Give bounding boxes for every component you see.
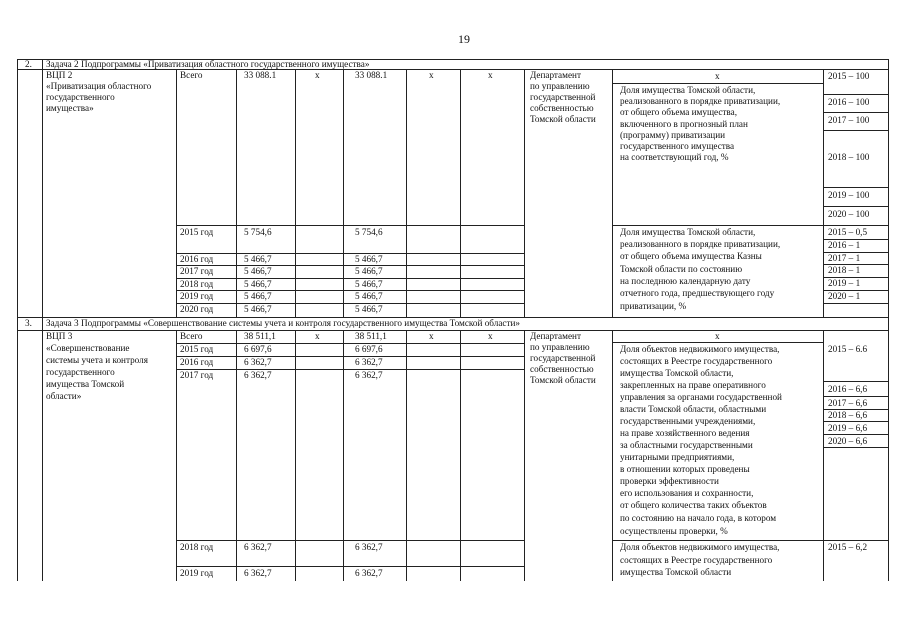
dept-line: государственной	[530, 353, 596, 363]
indicator-line: по состоянию на начало года, в котором	[620, 513, 777, 523]
target-value: 2020 – 6,6	[828, 436, 868, 446]
indicator-line: за областными государственными	[620, 440, 753, 450]
year-label: 2015 год	[180, 227, 214, 237]
year-value: 6 362,7	[244, 568, 272, 578]
indicator-x: х	[715, 71, 720, 81]
target-value: 2015 – 0,5	[828, 227, 868, 237]
target-value: 2020 – 1	[828, 291, 861, 301]
total-label: Всего	[180, 70, 203, 80]
target-value: 2016 – 100	[828, 97, 870, 107]
page-number: 19	[458, 32, 470, 46]
indicator-line: Доля объектов недвижимого имущества,	[620, 344, 780, 354]
program-name-line: ВЦП 2	[46, 70, 73, 80]
year-value: 5 754,6	[244, 227, 272, 237]
dept-line: собственностью	[530, 364, 594, 374]
dept-line: государственной	[530, 92, 596, 102]
indicator-line: реализованного в порядке приватизации,	[620, 96, 781, 106]
table-line	[823, 94, 888, 95]
indicator-line: отчетного года, предшествующего году	[620, 288, 775, 298]
total-value: 38 511,1	[355, 331, 387, 341]
table-line	[176, 265, 524, 266]
table-line	[176, 330, 177, 581]
table-line	[17, 330, 888, 331]
program-name-line: имущества»	[46, 103, 94, 113]
table-line	[176, 69, 177, 317]
table-line	[823, 396, 888, 397]
target-value: 2016 – 1	[828, 240, 861, 250]
table-line	[612, 83, 823, 84]
year-value: 5 466,7	[244, 291, 272, 301]
indicator-line: Доля имущества Томской области,	[620, 227, 756, 237]
year-label: 2017 год	[180, 266, 214, 276]
table-line	[406, 69, 407, 317]
indicator-line: в отношении которых проведены	[620, 464, 750, 474]
target-value: 2019 – 100	[828, 190, 870, 200]
table-line	[612, 225, 888, 226]
indicator-line: включенного в прогнозный план	[620, 119, 748, 129]
indicator-line: унитарными предприятиями,	[620, 452, 735, 462]
total-label: Всего	[180, 331, 203, 341]
indicator-line: на праве хозяйственного ведения	[620, 428, 750, 438]
program-name-line: области»	[46, 391, 82, 401]
indicator-line: управления за органами государственной	[620, 392, 782, 402]
dept-line: по управлению	[530, 342, 590, 352]
table-line	[823, 112, 888, 113]
year-value: 6 362,7	[355, 568, 383, 578]
indicator-line: реализованного в порядке приватизации,	[620, 239, 781, 249]
table-line	[176, 540, 524, 541]
program-name-line: «Совершенствование	[46, 343, 130, 353]
section-title: Задача 2 Подпрограммы «Приватизация областного государственного имущества»	[46, 59, 370, 69]
year-value: 6 362,7	[244, 357, 272, 367]
table-line	[823, 330, 824, 581]
target-value: 2017 – 100	[828, 115, 870, 125]
indicator-line: от общего количества таких объектов	[620, 500, 767, 510]
table-line	[42, 59, 43, 581]
dept-line: Томской области	[530, 375, 596, 385]
indicator-line: на соответствующий год, %	[620, 152, 729, 162]
table-line	[176, 253, 524, 254]
table-line	[612, 69, 613, 317]
section-number: 3.	[25, 318, 32, 328]
dept-line: Томской области	[530, 114, 596, 124]
year-value: 5 466,7	[244, 304, 272, 314]
table-line	[295, 69, 296, 317]
table-line	[295, 330, 296, 581]
table-line	[524, 330, 525, 581]
indicator-line: государственного имущества	[620, 141, 735, 151]
year-value: 5 466,7	[355, 291, 383, 301]
target-value: 2015 – 6,2	[828, 542, 868, 552]
program-name-line: государственного	[46, 367, 115, 377]
table-line	[460, 330, 461, 581]
target-value: 2016 – 6,6	[828, 384, 868, 394]
indicator-line: государственными учреждениями,	[620, 416, 756, 426]
indicator-line: имущества Томской области	[620, 567, 732, 577]
year-value: 5 466,7	[355, 304, 383, 314]
indicator-line: состоящих в Реестре государственного	[620, 555, 773, 565]
table-line	[823, 206, 888, 207]
section-number: 2.	[25, 59, 32, 69]
table-line	[176, 225, 524, 226]
year-value: 6 697,6	[355, 344, 383, 354]
target-value: 2020 – 100	[828, 209, 870, 219]
dept-line: собственностью	[530, 103, 594, 113]
target-value: 2017 – 6,6	[828, 398, 868, 408]
target-value: 2017 – 1	[828, 253, 861, 263]
indicator-line: на последнюю календарную дату	[620, 276, 751, 286]
year-label: 2016 год	[180, 254, 214, 264]
year-value: 5 466,7	[355, 254, 383, 264]
total-x: х	[488, 70, 493, 80]
year-label: 2019 год	[180, 568, 214, 578]
table-line	[460, 69, 461, 317]
year-label: 2018 год	[180, 279, 214, 289]
year-value: 6 362,7	[244, 370, 272, 380]
year-value: 5 466,7	[355, 266, 383, 276]
year-value: 6 362,7	[355, 357, 383, 367]
program-name-line: системы учета и контроля	[46, 355, 148, 365]
year-label: 2018 год	[180, 542, 214, 552]
indicator-line: проверки эффективности	[620, 476, 719, 486]
target-value: 2015 – 6.6	[828, 344, 868, 354]
target-value: 2019 – 6,6	[828, 423, 868, 433]
target-value: 2015 – 100	[828, 71, 870, 81]
target-value: 2019 – 1	[828, 278, 861, 288]
table-line	[176, 356, 524, 357]
section-title: Задача 3 Подпрограммы «Совершенствование системы учета и контроля государственного имущества Томской области»	[46, 318, 521, 328]
dept-line: Департамент	[530, 331, 581, 341]
year-value: 6 362,7	[355, 370, 383, 380]
table-line	[236, 330, 237, 581]
dept-line: Департамент	[530, 70, 581, 80]
table-line	[823, 187, 888, 188]
total-x: х	[429, 70, 434, 80]
indicator-line: от общего объема имущества Казны	[620, 251, 762, 261]
table-line	[236, 69, 237, 317]
year-label: 2017 год	[180, 370, 214, 380]
table-line	[612, 330, 613, 581]
year-value: 6 362,7	[355, 542, 383, 552]
table-line	[823, 381, 888, 382]
program-name-line: «Приватизация областного	[46, 81, 152, 91]
total-x: х	[315, 331, 320, 341]
target-value: 2018 – 6,6	[828, 410, 868, 420]
program-name-line: имущества Томской	[46, 379, 125, 389]
indicator-line: Доля имущества Томской области,	[620, 85, 756, 95]
year-value: 5 466,7	[244, 254, 272, 264]
table-line	[343, 330, 344, 581]
table-line	[176, 278, 524, 279]
indicator-line: закрепленных на праве оперативного	[620, 380, 766, 390]
table-line	[176, 343, 524, 344]
year-label: 2019 год	[180, 291, 214, 301]
program-name-line: государственного	[46, 92, 115, 102]
indicator-line: состоящих в Реестре государственного	[620, 356, 773, 366]
indicator-x: х	[715, 331, 720, 341]
table-line	[888, 59, 889, 581]
total-x: х	[429, 331, 434, 341]
year-label: 2015 год	[180, 344, 214, 354]
table-line	[406, 330, 407, 581]
year-value: 6 697,6	[244, 344, 272, 354]
table-line	[176, 566, 524, 567]
table-line	[17, 59, 18, 581]
table-line	[176, 303, 524, 304]
indicator-line: власти Томской области, областными	[620, 404, 767, 414]
table-line	[176, 290, 524, 291]
year-value: 6 362,7	[244, 542, 272, 552]
indicator-line: осуществлены проверки, %	[620, 526, 728, 536]
total-value: 38 511,1	[244, 331, 276, 341]
target-value: 2018 – 100	[828, 152, 870, 162]
total-x: х	[488, 331, 493, 341]
indicator-line: (программу) приватизации	[620, 130, 726, 140]
total-x: х	[315, 70, 320, 80]
indicator-line: Доля объектов недвижимого имущества,	[620, 542, 780, 552]
total-value: 33 088.1	[355, 70, 388, 80]
year-value: 5 466,7	[244, 279, 272, 289]
year-value: 5 466,7	[355, 279, 383, 289]
year-label: 2020 год	[180, 304, 214, 314]
indicator-line: Томской области по состоянию	[620, 264, 743, 274]
year-value: 5 754,6	[355, 227, 383, 237]
total-value: 33 088.1	[244, 70, 277, 80]
target-value: 2018 – 1	[828, 265, 861, 275]
indicator-line: имущества Томской области,	[620, 368, 734, 378]
indicator-line: его использования и сохранности,	[620, 488, 754, 498]
dept-line: по управлению	[530, 81, 590, 91]
indicator-line: приватизации, %	[620, 301, 687, 311]
table-line	[176, 369, 524, 370]
table-line	[823, 303, 888, 304]
indicator-line: от общего объема имущества,	[620, 107, 738, 117]
table-line	[343, 69, 344, 317]
table-line	[823, 130, 888, 131]
table-line	[524, 69, 525, 317]
year-value: 5 466,7	[244, 266, 272, 276]
program-name-line: ВЦП 3	[46, 331, 73, 341]
table-line	[823, 69, 824, 317]
table-line	[612, 540, 888, 541]
year-label: 2016 год	[180, 357, 214, 367]
